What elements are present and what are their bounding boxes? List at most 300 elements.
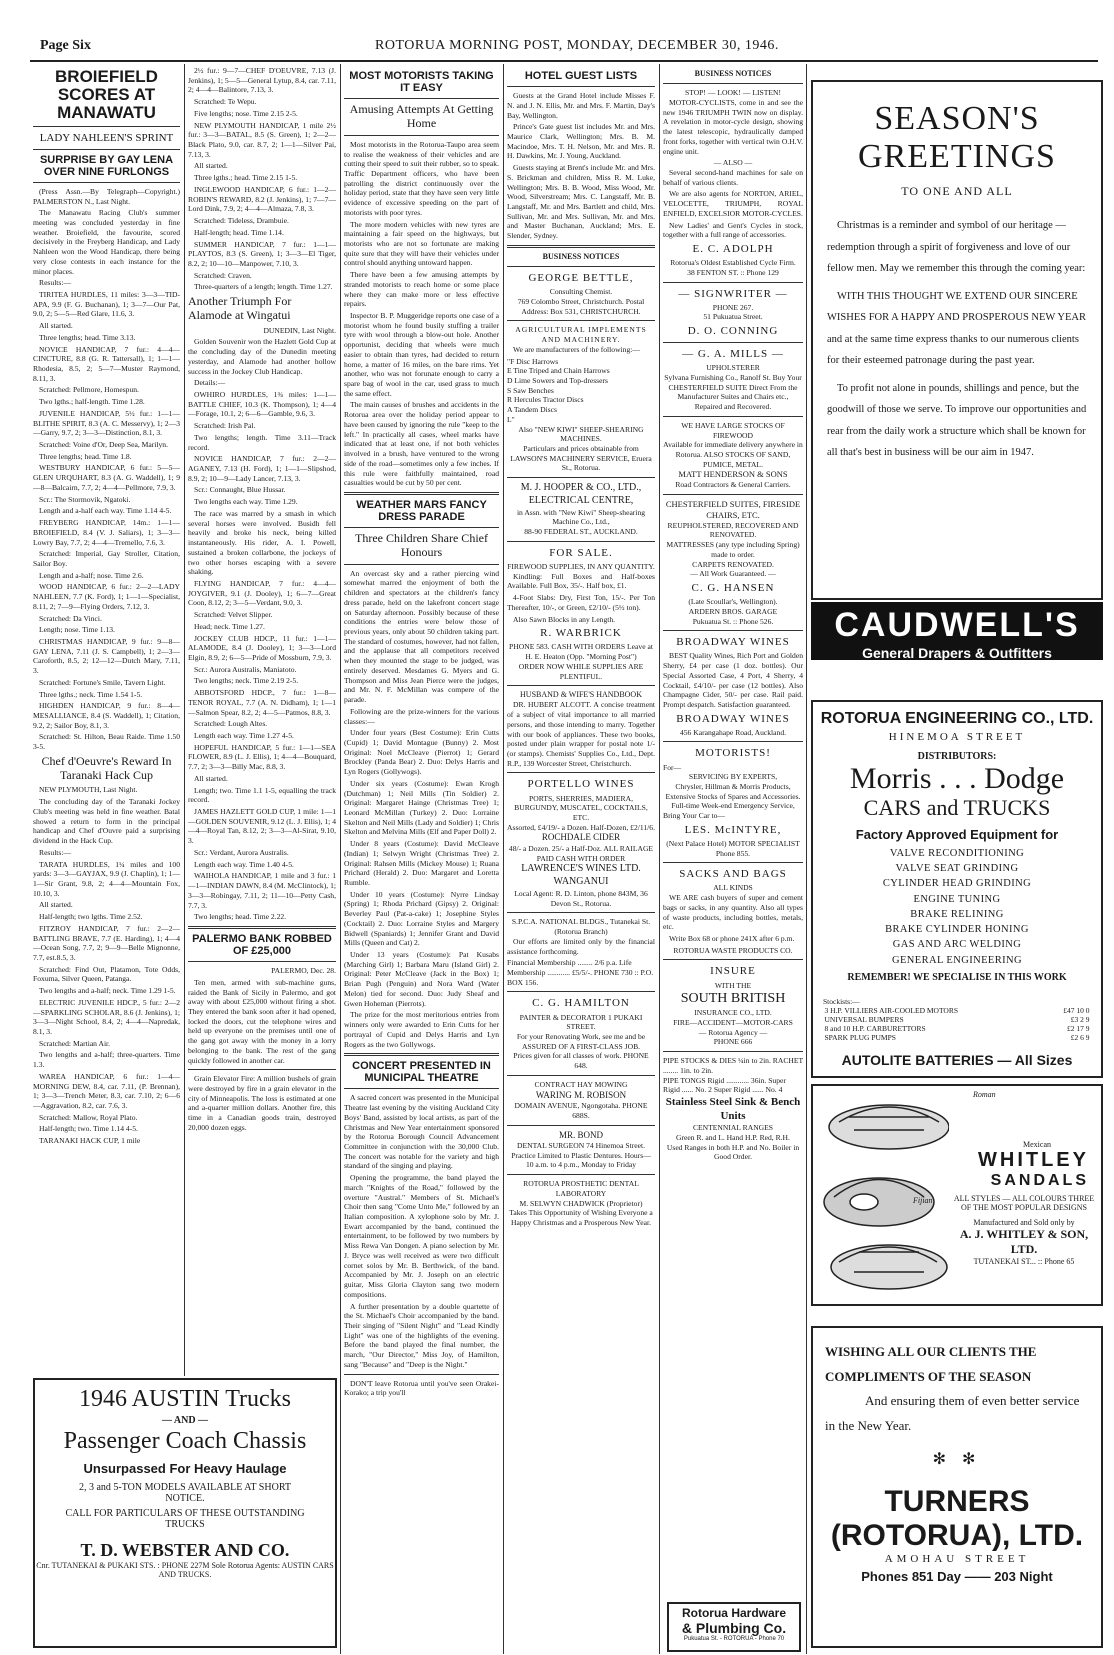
result: Scratched: Te Wepu. [194,97,257,107]
austin-trucks-ad [33,1378,337,1648]
result: Scratched: Mallow, Royal Plato. [39,1112,138,1122]
ad-text: Several second-hand machines for sale on behalf of various clients. [663,167,803,187]
result: TARANAKI HACK CUP, 1 mile [39,1136,141,1146]
ad-text: (Late Scoullar's, Wellington). [688,597,778,607]
ad-text: Chrysler, Hillman & Morris Products, Extensive Stocks of Spares and Accessories. [665,781,801,801]
result: Length and a-half each way. Time 1.14 4-5. [39,506,172,516]
subhead: SURPRISE BY GAY LENA OVER NINE FURLONGS [39,153,174,178]
ad-text: REMEMBER! WE SPECIALISE IN THIS WORK [847,971,1067,983]
ad-text: SERVICING BY EXPERTS, [688,772,778,782]
result: Results:— [39,847,72,857]
ad-title: AGRICULTURAL IMPLEMENTS AND MACHINERY. [515,325,647,345]
masthead: ROTORUA MORNING POST, MONDAY, DECEMBER 30, 1946. [375,38,779,53]
ad-text: Financial Membership ........ 2/6 p.a. Life Membership ............ £5/5/-. PHONE 730 :: P.O. BOX 156. [507,958,654,987]
ad-advertiser: GEORGE BETTLE, [528,272,634,285]
ad-text: DOMAIN AVENUE, Ngongotaha. PHONE 688S. [514,1101,648,1120]
ad-text: Prices given for all classes of work. PHONE 648. [513,1051,649,1071]
result: Scratched: Fortune's Smile, Tavern Light. [39,677,166,687]
paragraph: The race was marred by a smash in which several horses were involved. Busidh fell heavily and broke his neck, being killed instantaneously. His rider, A. I. Powell, sustained a broken collarbone, the jockeys of two other horses escaping with a severe shaking. [188,508,336,577]
ad-address: Cnr. TUTANEKAI & PUKAKI STS. : PHONE 227M Sole Rotorua Agents: AUSTIN CARS AND TRUCKS. [36,1561,334,1579]
result: Scr.: Aurora Australis, Maniatoto. [194,664,297,674]
ad-text: And ensuring them of even better service in the New Year. [825,1393,1080,1434]
ad-text: (Next Palace Hotel) MOTOR SPECIALIST Phone 855. [666,838,800,858]
stock-price: £2 17 9 [1066,1023,1090,1033]
result: WAREA HANDICAP, 6 fur.: 1—4—MORNING DEW, 8.4, car. 7.11, (P. Brennan), 1; 3—3—Trench Meter, 8.3, car. 7.10, 2; 6—6—Aggravation, 8.2, car. 7.6, 3. [33,1071,180,1111]
column-divider [659,64,660,1654]
ad-title: SANDALS [990,1172,1089,1189]
result: SUMMER HANDICAP, 7 fur.: 1—1—PLAYTOS, 8.3 (S. Green), 1; 3—3—El Tiger, 8.2, 2; 10—10—Manpower, 7.10, 3. [188,239,336,268]
ad-text: — All Work Guaranteed. — [690,569,776,579]
result: Two lengths; head. Time 2.22. [194,912,287,922]
result: Scr.: The Stormovik, Ngatoki. [39,494,131,504]
ad-text: Christmas is a reminder and symbol of our heritage — redemption through a spirit of forgiveness and love of our fellow men. May we remember this through the coming year: [827,220,1086,275]
ad-text: PHONE 583. CASH WITH ORDERS Leave at H. E. Heaton (Opp. "Morning Post") [509,642,653,662]
ad-text: Bring Your Car to— [663,811,726,821]
ad-advertiser: T. D. WEBSTER AND CO. [80,1540,290,1560]
stock-item: 3 H.P. VILLIERS AIR-COOLED MOTORS [824,1005,958,1015]
paragraph: Under four years (Best Costume): Erin Cutts (Cupid) 1; David Montague (Bunny) 2. Most Original: Noel McCleave (Pierrot) 1; Gerard Brockley (Panda Bear) 2. Duo: Delys Harris and Lyn Rogers (Gollywogs). [344,728,499,777]
result: Half-length; head. Time 1.14. [194,227,284,237]
result: Scratched: Imperial, Gay Stroller, Citation, Sailor Boy. [33,549,180,568]
result: Scratched: Voine d'Or, Deep Sea, Marilyn. [39,440,168,450]
paragraph: A sacred concert was presented in the Municipal Theatre last evening by the visiting Auckland City Boys' Band, assisted by local artists, as part of the Christmas and New Year entertainment sponsored by the Rotorua Borough Council Advancement Committee in conjunction with the 30,000 Club. The concert was notable for the variety and high standard of the singing and playing. [344,1093,499,1171]
result: NEW PLYMOUTH HANDICAP, 1 mile 2½ fur.: 3—3—BATAL, 8.5 (S. Green), 1; 2—2—Black Plato, 9.0, car. 8.7, 2; 1—1—Silver Pai, 7.13, 3. [188,120,336,159]
paragraph: Under six years (Costume): Ewan Krogh (Dutchman) 1; Neil Mills (Tin Soldier) 2. Original: Margaret Hainge (Christmas Tree) 1; Leonard McMillan (Turkey) 2. Duo: Lorraine Skelton and Neil Mills (Lady and Soldier) 1; Chris Skelton and Melvina Mills (Elf and Paper Doll) 2. [344,778,499,837]
dateline: PALERMO, Dec. 28. [271,966,336,976]
ad-text: MATTRESSES (any type including Spring) made to order. [666,540,800,559]
result: ABBOTSFORD HDCP., 7 fur.: 1—8—TENOR ROYAL, 7.7 (A. N. Didham), 1; 1—1—Salmon Spear, 8.2, 2; 4—5—Patmos, 8.8, 3. [188,688,336,717]
result: Two lengths; neck. Time 2.19 2-5. [194,676,299,686]
ad-advertiser: & Plumbing Co. [681,1620,787,1636]
result: JUVENILE HANDICAP, 5½ fur.: 1—1—BLITHE SPIRIT, 8.3 (A. C. Messervy), 1; 2—3—Garry, 9.7, 2; 3—3—Distinction, 8.1, 3. [33,408,180,438]
ad-advertiser: WHITLEY [978,1149,1089,1171]
ad-text: For your Renovating Work, see me and be ASSURED OF A FIRST-CLASS JOB. [516,1031,646,1051]
paragraph: Under 10 years (Costume): Nyrre Lindsay (Spring) 1; Rhoda Prichard (Gipsy) 2. Original: Beverley Paul (Pat-a-cake) 1; Josephine Styles (Cocktail) 2. Duo: Lorraine Styles and Margery Bidwell (Spaniards) 1; Jennifer Grant and David Mills (Queen and Cat) 2. [344,889,499,948]
subhead: Amusing Attempts At Getting Home [349,102,494,130]
service-item: VALVE RECONDITIONING [889,848,1025,859]
ad-text: Also "NEW KIWI" SHEEP-SHEARING MACHINES. [518,424,644,444]
ad-text: WITH THIS THOUGHT WE EXTEND OUR SINCERE WISHES FOR A HAPPY AND PROSPEROUS NEW YEAR and at the same time express thanks to our numerous clients for their esteemed patronage during the past year. [827,290,1086,367]
result: TARATA HURDLES, 1¼ miles and 100 yards: 3—3—GAYJAX, 9.9 (J. Chaplin), 1; 1—1—Sir Grant, 9.8, 2; 4—4—Mountain Fox, 10.10, 3. [33,859,180,898]
ad-advertiser: LAWRENCE'S WINES LTD. WANGANUI [521,863,641,888]
dateline: DUNEDIN, Last Night. [263,325,336,335]
result: WOOD HANDICAP, 6 fur.: 2—2—LADY NAHLEEN, 7.7 (K. Ford), 1; 1—1—Specialist, 8.11, 2; 7—9—Flying Orders, 7.12, 3. [33,582,180,611]
result: WESTBURY HANDICAP, 6 fur.: 5—5—GLEN URQUHART, 8.3 (A. G. Waddell), 1; 9—8—Balcairn, 7.7, 2; 4—4—Pellmore, 7.9, 3. [33,463,180,492]
ad-title: SEASON'S [874,100,1040,137]
result: Length; two. Time 1.1 1-5, equalling the track record. [188,785,336,805]
ad-text: 48/- a Dozen. 25/- a Half-Doz. ALL RAILAGE PAID CASH WITH ORDER [508,843,654,863]
result: Scratched: Tideless, Drambuie. [194,216,289,226]
ad-list-item: R Hercules Tractor Discs [507,395,584,405]
result: FITZROY HANDICAP, 7 fur.: 2—2—BATTLING BRAVE, 7.7 (E. Harding), 1; 4—4—Ocean Song, 7.7, 2; 9—9—Belle Mignonne, 7.7, est.8.5, 3. [33,923,180,962]
column-divider [340,64,341,1654]
service-item: GENERAL ENGINEERING [892,954,1022,966]
ad-address: TUTANEKAI ST... :: Phone 65 [973,1257,1075,1266]
ad-list-item: L" [507,414,515,424]
ad-list-item: E Tine Triped and Chain Harrows [507,366,610,376]
ad-text: Available for immediate delivery anywhere in Rotorua. ALSO STOCKS OF SAND, PUMICE, METAL. [663,440,803,469]
result: Scr.: Connaught, Blue Hussar. [194,485,286,495]
top-rule [30,60,1098,62]
ad-text: ORDER NOW WHILE SUPPLIES ARE PLENTIFUL. [518,661,644,681]
column-divider [806,64,807,1654]
paragraph: Grain Elevator Fire: A million bushels of grain were destroyed by fire in a grain elevator in the city of Minneapolis. The loss is estimated at one and a-quarter million dollars. Another fire, this time in a Canadian goods train, destroyed 20,000 dozen eggs. [188,1074,336,1132]
result: Three lgths.; head. Time 2.15 1-5. [194,173,298,183]
ad-text: Phones 851 Day —— 203 Night [861,1568,1053,1584]
ad-title: ROTORUA PROSTHETIC DENTAL LABORATORY [523,1179,639,1198]
result: All started. [39,900,73,910]
ad-text: WE ARE cash buyers of super and cement bags or sacks, in any quantity. Also all types of waste products, including bottles, metals, etc. [663,893,803,932]
paragraph: The main causes of brushes and accidents in the Rotorua area over the holiday period appear to have been caused by ignoring the rule "keep to the left." In practically all cases, wheel marks have indicated that at least one, if not both vehicles involved in a brush, have ventured to the wrong side of the road—sometimes only a few inches. If this rule were faithfully maintained, road casualties would be cut by 50 per cent. [344,400,499,488]
result: Scratched: Irish Pal. [194,421,256,431]
whitley-sandals-ad [811,1084,1103,1306]
ad-title: WE HAVE LARGE STOCKS OF FIREWOOD [681,420,785,440]
result: WAIHOLA HANDICAP, 1 mile and 3 fur.: 1—1—INDIAN DAWN, 8.4 (M. McClintock), 1; 3—3—Robingay, 7.11, 2; 11—10—Petty Cash, 7.7, 3. [188,871,336,910]
result: Two lgths.; half-length. Time 1.28. [39,397,145,407]
paragraph: The concluding day of the Taranaki Jockey Club's meeting was held in fine weather. Batal showed a return to form in the principal handicap and Chef d'Ouvre paid a surprising dividend in the Hack Cup. [33,797,180,846]
ad-text: We are also agents for NORTON, ARIEL, VELOCETTE, TRIUMPH, ROYAL ENFIELD, EXCELSIOR MOTOR-CYCLES. [663,189,803,218]
ad-text: Stockists:— [823,996,860,1006]
ad-text: Road Contractors & General Carriers. [675,480,791,490]
result: Scratched: Craven. [194,270,252,280]
stock-item: 8 and 10 H.P. CARBURETTORS [824,1023,926,1033]
ad-text: 2, 3 and 5-TON MODELS AVAILABLE AT SHORT NOTICE. [78,1482,291,1504]
result: Half-length; two lgths. Time 2.52. [39,912,143,922]
ad-address: 456 Karangahape Road, Auckland. [679,727,787,737]
page-number: Page Six [40,38,91,53]
result: Scratched: Velvet Slipper. [194,610,273,620]
ad-text: Manufactured and Sold only by [973,1218,1075,1227]
ad-text: in Assn. with "New Kiwi" Sheep-shearing Machine Co., Ltd., [516,507,646,527]
ad-title: PORTELLO WINES [527,778,635,791]
ad-text: DR. HUBERT ALCOTT. A concise treatment of a subject of vital importance to all married persons, and those intending to marry. Together with our book of appliances. These two books, posted under plain wrapper for postal note 1/- (or stamps). Chemists' Supplies Co., Ltd., Dept. R.P., 139 Worcester Street, Christchurch. [507,700,655,768]
service-item: BRAKE CYLINDER HONING [885,924,1029,936]
ad-text: CALL FOR PARTICULARS OF THESE OUTSTANDING TRUCKS [65,1508,305,1530]
column-4 [507,66,655,1654]
ad-address: 88-90 FEDERAL ST., AUCKLAND. [524,527,638,537]
ad-title: INSURE [710,965,756,978]
subhead: Three Children Share Chief Honours [355,531,488,559]
service-item: GAS AND ARC WELDING [892,939,1022,951]
result: All started. [39,321,73,331]
ad-text: MOTOR-CYCLISTS, come in and see the new 1946 TRIUMPH TWIN now on display. A revelation in motor-cycle design, showing the latest telescopic, hydraulically damped front forks, together with vertical twin O.H.V. engine unit. [663,97,803,156]
paragraph: Results:— [39,278,72,288]
ad-text: — Rotorua Agency — [698,1027,768,1037]
ad-list-item: D Lime Sowers and Top-dressers [507,375,608,385]
ad-text: 4-Foot Slabs: Dry, First Ton, 15/-. Per Ton Thereafter, 10/-, or Green, £2/10/- (5½ ton). [507,593,655,612]
sandal-label: Mexican [1023,1140,1051,1149]
result: FLYING HANDICAP, 7 fur.: 4—4—JOYGIVER, 9.1 (J. Dooley), 1; 6—7—Great Coon, 8.12, 2; 3—5—Verdant, 9.0, 3. [188,578,336,608]
ad-text: — AND — [161,1415,209,1426]
ad-text: Kindling: Full Boxes and Half-boxes Available. Full Box, 35/-. Half box, £1. [507,571,655,591]
ad-text: Assorted, £4/19/- a Dozen. Half-Dozen, £2/11/6. [507,822,655,832]
ad-title: AUTOLITE BATTERIES — All Sizes [841,1051,1073,1068]
turners-ad [811,1326,1103,1648]
paragraph: The prize for the most meritorious entries from winners only were awarded to Erin Cutts for her portrayal of Cupid and Delys Harris and Lyn Rogers as the two Gollywogs. [344,1010,499,1049]
ad-title: FOR SALE. [549,546,613,559]
ad-advertiser: WARING M. ROBISON [535,1089,627,1100]
stock-row [825,1015,1090,1024]
ad-text: INSURANCE CO., LTD. [694,1008,772,1018]
result: ELECTRIC JUVENILE HDCP., 5 fur.: 2—2—SPARKLING SCHOLAR, 8.6 (J. Jenkins), 1; 3—3—Night School, 8.4, 2; 4—4—Napredak, 8.1, 3. [33,997,180,1037]
result: Half-length; two. Time 1.14 4-5. [39,1124,138,1134]
column-3 [344,66,499,1654]
result: HOPEFUL HANDICAP, 5 fur.: 1—1—SEA FLOWER, 8.9 (L. J. Ellis), 1; 4—4—Bouquard, 7.7, 2; 3—3—Billy Mac, 8.8, 3. [188,742,336,772]
ad-text: BEST Quality Wines, Rich Port and Golden Sherry, £4 per case (1 doz. bottles). Our Special Assorted Case, 4 Port, 4 Sherry, 4 Cocktail, £4/10/- per case (12 bottles). Also Champagne Cider, 50/- per case. Rail paid. Prompt despatch. Satisfaction guaranteed. [663,651,803,709]
result: NOVICE HANDICAP, 7 fur.: 4—4—CINCTURE, 8.8 (G. R. Tattersall), 1; 1—1—Rhodesia, 8.5, 2; 5—7—Muster Raymond, 8.11, 3. [33,344,180,383]
result: 2½ fur.: 9—7—CHEF D'OEUVRE, 7.13 (J. Jenkins), 1; 5—5—General Lytup, 8.4, car. 7.11, 2; 4—4—Balintore, 7.13, 3. [188,66,336,95]
ad-list-item: "F Disc Harrows [507,356,559,366]
result: Length each way. Time 1.27 4-5. [194,731,294,740]
result: JAMES HAZLETT GOLD CUP, 1 mile: 1—1—GOLDEN SOUVENIR, 9.12 (L. J. Ellis), 1; 4—4—Royal Tan, 8.12, 2; 3—3—Al-Sirat, 9.10, 3. [188,807,336,846]
result: Scratched: Find Out, Platamon, Tote Odds, Foxuma, Silver Queen, Patanga. [33,964,180,984]
ad-advertiser: ROTORUA WASTE PRODUCTS CO. [673,945,793,955]
ad-title: Morris . . . Dodge [849,762,1065,795]
ad-title: WISHING ALL OUR CLIENTS THE COMPLIMENTS OF THE SEASON [825,1344,1037,1384]
subhead: Another Triumph For Alamode at Wingatui [188,294,292,322]
result: Scratched: Lough Altes. [194,719,268,729]
result: Three-quarters of a length; length. Time 1.27. [194,282,333,292]
ad-title: CHESTERFIELD SUITES, FIRESIDE CHAIRS, ETC. [665,498,801,520]
result: HIGHDEN HANDICAP, 9 fur.: 8—4—MESALLIANCE, 8.4 (S. Waddell), 1; Citation, 9.2, 2; Sailor Boy, 8.1, 3. [33,701,180,730]
ad-text: New Ladies' and Gent's Cycles in stock, together with a full range of accessories. [663,220,803,240]
ad-title: — SIGNWRITER — [678,287,788,300]
result: Two lengths and a-half; neck. Time 1.29 1-5. [39,986,176,996]
column-divider [503,64,504,1654]
ad-text: DISTRIBUTORS: [917,751,997,762]
ad-title: CONTRACT HAY MOWING [534,1079,628,1089]
result: Head; neck. Time 1.27. [194,621,265,631]
ad-text: Consulting Chemist. [549,287,613,297]
paragraph: DON'T leave Rotorua until you've seen Orakei-Korako; a trip you'll [344,1378,499,1398]
ad-text: Sylvana Furnishing Co., Ranolf St. Buy Your CHESTERFIELD SUITE Direct From the Manufacturer Suites and Chairs etc., Repaired and Recovered. [664,372,802,412]
ad-text: WITH THE [714,980,752,990]
result: Three lengths; head. Time 1.8. [39,451,132,461]
result: Five lengths; nose. Time 2.15 2-5. [194,108,298,118]
paragraph: Under 8 years (Costume): David McCleave (Indian) 1; Selwyn Wright (Christmas Tree) 2. Original: Rahsen Mills (Mickey Mouse) 1; Ruana Prichard (Herald) 2. Duo: Margaret and Loretta Rumble. [344,839,499,887]
result: Two lengths and a-half; three-quarters. Time 1.3. [33,1050,180,1070]
ad-advertiser: TURNERS (ROTORUA), LTD. [830,1484,1084,1552]
ad-text: We are manufacturers of the following:— [513,344,640,354]
ad-address: Pukuatua St. - ROTORUA - Phone 70 [683,1636,785,1642]
rotorua-hardware-ad [667,1602,801,1652]
ad-advertiser: M. SELWYN CHADWICK (Proprietor) [519,1198,643,1208]
subhead: Chef d'Oeuvre's Reward In Taranaki Hack Cup [41,753,172,782]
result: Two lengths each way. Time 1.29. [194,497,298,507]
rotorua-engineering-ad [811,700,1103,1078]
result: NOVICE HANDICAP, 7 fur.: 2—2—AGANEY, 7.13 (H. Ford), 1; 1—1—Slipshod, 8.9, 2; 10—9—Lady Lancer, 7.13, 3. [188,454,336,483]
ad-text: FIRE—ACCIDENT—MOTOR-CARS [673,1017,793,1027]
ad-title: S.P.C.A. NATIONAL BLDGS., Tutanekai St. (Rotorua Branch) [511,917,651,937]
column-divider [184,64,185,1376]
headline: CONCERT PRESENTED IN MUNICIPAL THEATRE [352,1060,491,1085]
dateline: NEW PLYMOUTH, Last Night. [39,785,138,795]
paragraph: The Manawatu Racing Club's summer meeting was concluded yesterday in fine weather. Broiefield, the favourite, scored decisively in the Freyberg Handicap, and Lady Nahleen won the Wood Handicap, there being very close contests in each instance for the minor places. [33,208,180,276]
result: JOCKEY CLUB HDCP., 11 fur.: 1—1—ALAMODE, 8.4 (J. Dooley), 1; 3—3—Lord Elgin, 8.9, 2; 6—5—Pride of Mossburn, 7.9, 3. [188,633,336,662]
result: Scratched: Martian Air. [39,1038,111,1048]
ad-title: MOTORISTS! [695,747,771,760]
ad-text: ALL KINDS [713,883,753,893]
ad-text: Local Agent: R. D. Linton, phone 843M, 36 Devon St., Rotorua. [514,888,648,908]
result: Scratched: Pellmore, Homespun. [39,385,139,395]
ad-text: UPHOLSTERER [706,363,760,373]
ad-title: 1946 AUSTIN Trucks [78,1386,292,1412]
services-list [813,846,1101,968]
headline: BROIEFIELD SCORES AT MANAWATU [55,67,158,122]
result: Length and a-half; nose. Time 2.6. [39,570,144,580]
ad-address: Pukuatua St. :: Phone 526. [692,616,774,626]
ad-title: ROCHDALE CIDER [541,832,621,843]
ad-subtitle: General Drapers & Outfitters [862,645,1052,661]
paragraph: Inspector B. P. Muggeridge reports one case of a motorist whom he found busily stuffing a trailer tyre with wool through a blow-out hole. Another opportunist, deciding that wheels were much easier to obtain than tyres, had decided to return home, a matter of 16 miles, on the bare rims. Yet another, who was not forunate enough to carry a spare bag of wool in the car, used grass to much the same effect. [344,311,499,398]
result: CHRISTMAS HANDICAP, 9 fur.: 9—8—GAY LENA, 7.11 (J. S. Campbell), 1; 2—3—Caroforth, 8.5, 2; 12—12—Dutch Mary, 7.11, 3. [33,636,180,676]
ad-text: PHONE 666 [713,1037,753,1047]
ad-title: GREETINGS [858,138,1056,175]
paragraph: Guests staying at Brent's include Mr. and Mrs. S. Brickman and children, Miss R. M. Luke, Wellington; Mrs. B. B. Wood, Miss Wood, Mr. Wood, Silverstream; Mrs. C. Langstaff, Mr. B. Langstaff, Mr. and Mrs. Bartlett and child, Mrs. Sullivan, Mr. and Mrs. Sullivan, Mr. and Mrs. and Master Buchanan, Auckland; Mrs. E. Slender, Sydney. [507,163,655,241]
ad-title: HUSBAND & WIFE'S HANDBOOK [520,690,642,700]
ad-address: HINEMOA STREET [888,731,1026,743]
ad-title: Passenger Coach Chassis [63,1428,307,1454]
ornament-icon: ✻ ✻ [932,1450,982,1468]
ad-text: 10 a.m. to 4 p.m., Monday to Friday [525,1160,637,1170]
stock-row [825,1024,1090,1033]
ad-text: Particulars and prices obtainable from LAWSON'S MACHINERY SERVICE, Eruera St., Rotorua. [510,443,652,473]
column-5 [663,66,803,1654]
ad-title: STOP! — LOOK! — LISTEN! [684,88,782,98]
ad-text: Rotorua's Oldest Established Cycle Firm. [670,258,796,268]
ad-text: CARPETS RENOVATED. [692,559,774,569]
ad-text: PAINTER & DECORATOR 1 PUKAKI STREET. [519,1012,643,1032]
seasons-greetings-ad [811,80,1103,600]
paragraph: Following are the prize-winners for the various classes:— [344,706,499,726]
ad-text: Practice Limited to Plastic Dentures. Hours— [511,1150,651,1160]
ad-text: Unsurpassed For Heavy Haulage [83,1461,287,1476]
ad-text: For— [663,762,682,772]
paragraph: Under 13 years (Costume): Pat Kusabs (Marching Girl) 1; Barbara Maru (Island Girl) 2. Original: Peter McCleave (Jack in the Box) 1; Brian Pugh (Penguin) and Nora Ward (Water Melon) tied for second. Duo: Judy Sheaf and Gwen Hoheman (Pierrots). [344,950,499,1008]
service-item: BRAKE RELINING [910,908,1004,920]
ad-list-item: A Tandem Discs [507,405,557,415]
ad-text: To profit not alone in pounds, shillings and pence, but the goodwill of those we serve. To improve our opportunities and rear from the daily work a structure which shall be known for all that's best in business will be our aim in 1947. [827,382,1087,459]
result: Two lengths; length. Time 3.11—Track record. [188,432,336,452]
headline: PALERMO BANK ROBBED OF £25,000 [192,932,332,958]
result: Scr.: Verdant, Aurora Australis. [194,847,289,857]
headline: WEATHER MARS FANCY DRESS PARADE [356,498,487,524]
ad-text: Full-time Week-end Emergency Service, [671,801,795,811]
sandal-label: Fijian [913,1196,933,1205]
paragraph: Ten men, armed with sub-machine guns, raided the Bank of Sicily in Palermo, and got away with about £25,000 without firing a shot. They entered the bank soon after it had opened, locked the doors, cut the telephone wires and held up everyone on the premises until one of the gang got away with the money in a lorry belonging to the bank. The rest of the gang quickly followed in another car. [188,977,336,1065]
ad-text: FIREWOOD SUPPLIES, IN ANY QUANTITY. [507,561,655,571]
ad-address: 769 Colombo Street, Christchurch. Postal Address: Box 531, CHRISTCHURCH. [517,296,645,316]
ad-advertiser: BROADWAY WINES [676,712,790,725]
ad-text: Write Box 68 or phone 241X after 6 p.m. [669,934,795,944]
stock-item: SPARK PLUG PUMPS [824,1032,896,1042]
ad-advertiser: E. C. ADOLPH [692,243,774,256]
ad-advertiser: D. O. CONNING [687,325,779,338]
section-label: BUSINESS NOTICES [694,69,772,78]
paragraph: There have been a few amusing attempts by stranded motorists to reach home or some place where they can make more or less effective repairs. [344,270,499,309]
ad-advertiser: Rotorua Hardware [681,1606,787,1620]
ad-text: Used Ranges in both H.P. and No. Boiler in Good Order. [666,1142,800,1162]
result: Length each way. Time 1.40 4-5. [194,859,294,869]
ad-advertiser: A. J. WHITLEY & SON, LTD. [959,1227,1089,1256]
ad-advertiser: MR. BOND [558,1129,603,1140]
ad-advertiser: C. G. HANSEN [691,582,775,595]
ad-advertiser: R. WARBRICK [540,627,622,640]
ad-text: Factory Approved Equipment for [855,827,1059,842]
ad-title: Stainless Steel Sink & Bench Units [665,1095,801,1123]
ad-text: Green R. and L. Hand H.P. Red, R.H. [676,1132,790,1142]
paragraph: Most motorists in the Rotorua-Taupo area seem to realise the weakness of their vehicles and are cutting their speed to suit their rubber, so to speak. Traffic Department officers, who have been patrolling the district continuously over the holiday period, state that they have seen very little evidence of excessive speeding on the part of motorists with poor tyres. [344,139,499,217]
ad-text: PIPE STOCKS & DIES ¼in to 2in. RACHET ........ 1in. to 2in. [663,1056,803,1075]
ad-title: SACKS AND BAGS [679,868,787,881]
paragraph: Guests at the Grand Hotel include Misses F. N. and J. N. Ellis, Mr. and Mrs. F. Martin, Day's Bay, Wellington. [507,91,655,120]
headline: MOST MOTORISTS TAKING IT EASY [349,70,494,95]
ad-title: BROADWAY WINES [676,636,790,649]
result: OWHIRO HURDLES, 1¾ miles: 1—1—BATTLE CHIEF, 10.3 (K. Thompson), 1; 4—4—Forage, 10.1, 2; 6—6—Gamble, 9.6, 3. [188,390,336,419]
ad-advertiser: — G. A. MILLS — [682,348,784,361]
result: Scratched: Da Vinci. [39,613,102,623]
caudwells-banner [811,602,1103,660]
stock-price: £2 6 9 [1070,1032,1090,1042]
stock-table [825,1006,1090,1042]
column-2 [188,66,336,1378]
stock-row [825,1006,1090,1015]
paragraph: Prince's Gate guest list includes Mr. and Mrs. Maurice Clark, Wellington; Mrs. B. M. Macindoe, Mrs. T. H. Nelson, Mr. and Mrs. R. H. Dawkins, Mr. J. Young, Auckland. [507,122,655,161]
result: Three lgths.; neck. Time 1.54 1-5. [39,689,143,699]
ad-advertiser: MATT HENDERSON & SONS [678,469,788,480]
ad-list-item: S Saw Benches [507,385,554,395]
paragraph: Golden Souvenir won the Hazlett Gold Cup at the concluding day of the Dunedin meeting yesterday, and Alamode had another hollow success in the Jockey Club Handicap. [188,337,336,376]
dateline: (Press Assn.—By Telegraph—Copyright.) PALMERSTON N., Last Night. [33,186,180,206]
ad-advertiser: LES. McINTYRE, [684,823,782,836]
service-item: VALVE SEAT GRINDING [895,863,1019,875]
ad-text: PHONE 267. [712,302,754,312]
ad-text: PIPE TONGS Rigid ............ 36in. Super Rigid ...... No. 2 Super Rigid ...... No. 4 [663,1075,786,1095]
paragraph: An overcast sky and a rather piercing wind somewhat marred the enjoyment of both the children and spectators at the children's fancy dress parade, held on the lakefront concert stage on Saturday afternoon. Possibly because of these conditions the entries were below those of previous years, only about 50 children taking part. The standard of costumes, however, had not fallen, and the applause that all competitors received when they mounted the stage to be judged, was entirely deserved. Mesdames G. Myers and G. Thompson and Miss Jean Pierce were the judges, and Mr. N. F. McMillan was compere of the parade. [344,568,499,705]
ad-advertiser: M. J. HOOPER & CO., LTD., ELECTRICAL CENTRE, [520,482,642,506]
ad-advertiser: C. G. HAMILTON [532,997,630,1010]
result: TIRITEA HURDLES, 11 miles: 3—3—TID-APA, 9.9 (F. G. Buchanan), 1; 3—7—Our Pat, 9.0, 2; 5—5—Red Glare, 11.6, 3. [33,289,180,319]
headline: HOTEL GUEST LISTS [524,70,638,82]
subhead: LADY NAHLEEN'S SPRINT [39,131,174,144]
result: All started. [194,161,228,171]
ad-address: AMOHAU STREET [884,1552,1030,1565]
ad-title: CARS and TRUCKS [863,795,1051,820]
paragraph: Details:— [194,378,226,388]
service-item: CYLINDER HEAD GRINDING [882,878,1032,890]
ad-text: REUPHOLSTERED, RECOVERED AND RENOVATED. [667,520,799,540]
ad-advertiser: ROTORUA ENGINEERING CO., LTD. [820,710,1094,727]
ad-subtitle: TO ONE AND ALL [901,184,1013,198]
service-item: ENGINE TUNING [913,893,1001,905]
paragraph: Opening the programme, the band played the march "Knights of the Road," followed by the overture "Austral." Members of St. Michael's Choir then sang "Come Unto Me," followed by an Italian composition. A xylophone solo by Mr. J. Ewart accompanied by the band, continued the entertainment, to be followed by two numbers by Miss Rewa Van Dongen. A piano selection by Mr. J. Bryce was well received as were two difficult cornet solos by Mr. B. Berthwick, of the band. Accompanied by Mr. J. Joseph on an electric guitar, Miss Gloria Clayton sang two modern compositions. [344,1173,499,1299]
ad-text: — ALSO — [713,158,753,168]
sandal-label: Roman [973,1090,996,1099]
ad-text: Our efforts are limited only by the financial assistance forthcoming. [507,936,655,956]
stock-row [825,1033,1090,1042]
ad-advertiser: CAUDWELL'S [834,606,1080,644]
paragraph: A further presentation by a double quartette of the St. Michael's Choir accompanied by the band. Their singing of "Silent Night" and "Lead Kindly Light" was one of the highlights of the evening. Before the band played the final number, the march, "Our Director," Miss Joy, of Hamilton, sang "Because" and "Deep is the Night." [344,1301,499,1369]
column-1 [33,66,180,1378]
ad-text: CENTENNIAL RANGES [692,1123,774,1133]
result: Three lengths; head. Time 3.13. [39,332,136,342]
ad-text: DENTAL SURGEON 74 Hinemoa Street. [517,1141,645,1151]
result: FREYBERG HANDICAP, 14m.: 1—1—BROIEFIELD, 8.4 (V. J. Saliars), 1; 3—3—Lowry Bay, 7.7, 2; 4—4—Tremello, 7.6, 3. [33,518,180,547]
ad-text: ARDERN BROS. GARAGE [688,606,778,616]
stock-item: UNIVERSAL BUMPERS [824,1014,904,1024]
ad-advertiser: SOUTH BRITISH [680,991,786,1007]
stock-price: £3 2 9 [1070,1014,1090,1024]
